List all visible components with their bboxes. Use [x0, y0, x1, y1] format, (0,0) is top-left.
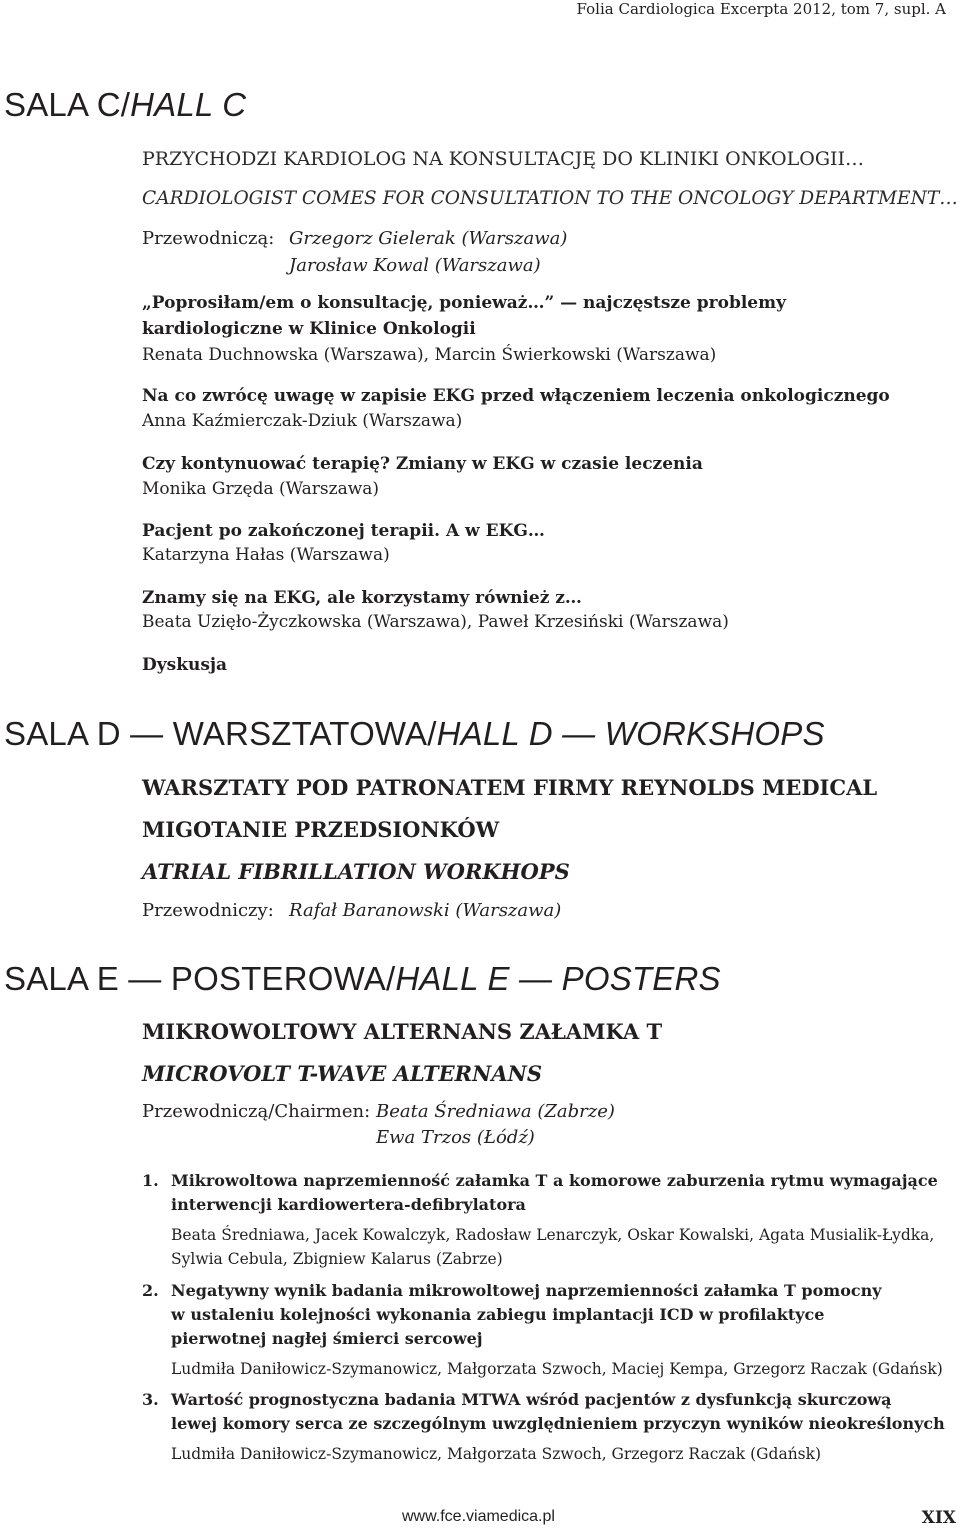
hall-c-session-pl: PRZYCHODZI KARDIOLOG NA KONSULTACJĘ DO KLINIKI ONKOLOGII… [142, 148, 865, 170]
hall-d-session-pl: MIGOTANIE PRZEDSIONKÓW [142, 817, 500, 842]
hall-c-discussion: Dyskusja [142, 655, 228, 675]
poster-3-title-line-2: lewej komory serca ze szczególnym uwzględnieniem przyczyn wyników nieokreślonych [171, 1414, 945, 1433]
poster-2-title-line-1: Negatywny wynik badania mikrowoltowej naprzemienności załamka T pomocny [171, 1281, 882, 1300]
hall-c-title-regular: SALA C/ [4, 86, 131, 123]
talk-2-authors: Anna Kaźmierczak-Dziuk (Warszawa) [142, 411, 463, 431]
hall-d-title-italic: HALL D — WORKSHOPS [436, 715, 825, 752]
poster-3-title-line-1: Wartość prognostyczna badania MTWA wśród pacjentów z dysfunkcją skurczową [171, 1390, 892, 1409]
talk-2-title: Na co zwrócę uwagę w zapisie EKG przed włączeniem leczenia onkologicznego [142, 386, 890, 406]
talk-4-title: Pacjent po zakończonej terapii. A w EKG… [142, 521, 545, 541]
hall-e-title-regular: SALA E — POSTEROWA/ [4, 960, 396, 997]
hall-c-chair-2: Jarosław Kowal (Warszawa) [289, 255, 541, 276]
hall-d-title-regular: SALA D — WARSZTATOWA/ [4, 715, 437, 752]
talk-3-authors: Monika Grzęda (Warszawa) [142, 479, 380, 499]
talk-5-authors: Beata Uzięło-Życzkowska (Warszawa), Paweł Krzesiński (Warszawa) [142, 612, 729, 632]
talk-1-title-line-1: „Poprosiłam/em o konsultację, ponieważ…” — najczęstsze problemy [142, 293, 786, 313]
poster-1-authors-line-2: Sylwia Cebula, Zbigniew Kalarus (Zabrze) [171, 1250, 503, 1268]
poster-1-title-line-2: interwencji kardiowertera-defibrylatora [171, 1195, 526, 1214]
poster-2-title-line-2: w ustaleniu kolejności wykonania zabiegu implantacji ICD w profilaktyce [171, 1305, 825, 1324]
poster-3-number: 3. [142, 1390, 159, 1409]
hall-c-session-en: CARDIOLOGIST COMES FOR CONSULTATION TO THE ONCOLOGY DEPARTMENT… [142, 187, 958, 209]
hall-d-sponsor: WARSZTATY POD PATRONATEM FIRMY REYNOLDS MEDICAL [142, 775, 878, 800]
hall-d-session-en: ATRIAL FIBRILLATION WORKHOPS [142, 859, 570, 884]
footer-url[interactable]: www.fce.viamedica.pl [402, 1508, 555, 1525]
poster-2-title-line-3: pierwotnej nagłej śmierci sercowej [171, 1329, 483, 1348]
hall-c-title-italic: HALL C [130, 86, 247, 123]
hall-e-session-pl: MIKROWOLTOWY ALTERNANS ZAŁAMKA T [142, 1019, 663, 1044]
hall-e-title [4, 960, 721, 998]
talk-3-title: Czy kontynuować terapię? Zmiany w EKG w czasie leczenia [142, 454, 703, 474]
poster-1-number: 1. [142, 1171, 159, 1190]
hall-c-chair-1: Grzegorz Gielerak (Warszawa) [289, 228, 568, 249]
talk-1-title-line-2: kardiologiczne w Klinice Onkologii [142, 319, 476, 339]
poster-1-authors-line-1: Beata Średniawa, Jacek Kowalczyk, Radosław Lenarczyk, Oskar Kowalski, Agata Musialik-Łydka, [171, 1226, 935, 1244]
talk-1-authors: Renata Duchnowska (Warszawa), Marcin Świerkowski (Warszawa) [142, 345, 717, 365]
poster-1-title-line-1: Mikrowoltowa naprzemienność załamka T a komorowe zaburzenia rytmu wymagające [171, 1171, 938, 1190]
hall-e-chair-label: Przewodniczą/Chairmen: [142, 1101, 371, 1122]
hall-e-title-italic: HALL E — POSTERS [395, 960, 721, 997]
running-head: Folia Cardiologica Excerpta 2012, tom 7, supl. A [576, 0, 946, 18]
hall-c-chair-label: Przewodniczą: [142, 228, 275, 249]
talk-5-title: Znamy się na EKG, ale korzystamy również z… [142, 588, 582, 608]
poster-2-authors: Ludmiła Daniłowicz-Szymanowicz, Małgorzata Szwoch, Maciej Kempa, Grzegorz Raczak (Gdańsk) [171, 1360, 943, 1378]
poster-3-authors: Ludmiła Daniłowicz-Szymanowicz, Małgorzata Szwoch, Grzegorz Raczak (Gdańsk) [171, 1445, 822, 1463]
poster-2-number: 2. [142, 1281, 159, 1300]
hall-d-title [4, 715, 825, 753]
hall-d-chair: Rafał Baranowski (Warszawa) [289, 900, 562, 921]
hall-d-chair-label: Przewodniczy: [142, 900, 274, 921]
page-number: XIX [921, 1508, 956, 1528]
hall-c-title [4, 86, 246, 124]
hall-e-session-en: MICROVOLT T-WAVE ALTERNANS [142, 1061, 542, 1086]
talk-4-authors: Katarzyna Hałas (Warszawa) [142, 545, 390, 565]
hall-e-chair-1: Beata Średniawa (Zabrze) [376, 1101, 615, 1122]
hall-e-chair-2: Ewa Trzos (Łódź) [376, 1127, 535, 1148]
